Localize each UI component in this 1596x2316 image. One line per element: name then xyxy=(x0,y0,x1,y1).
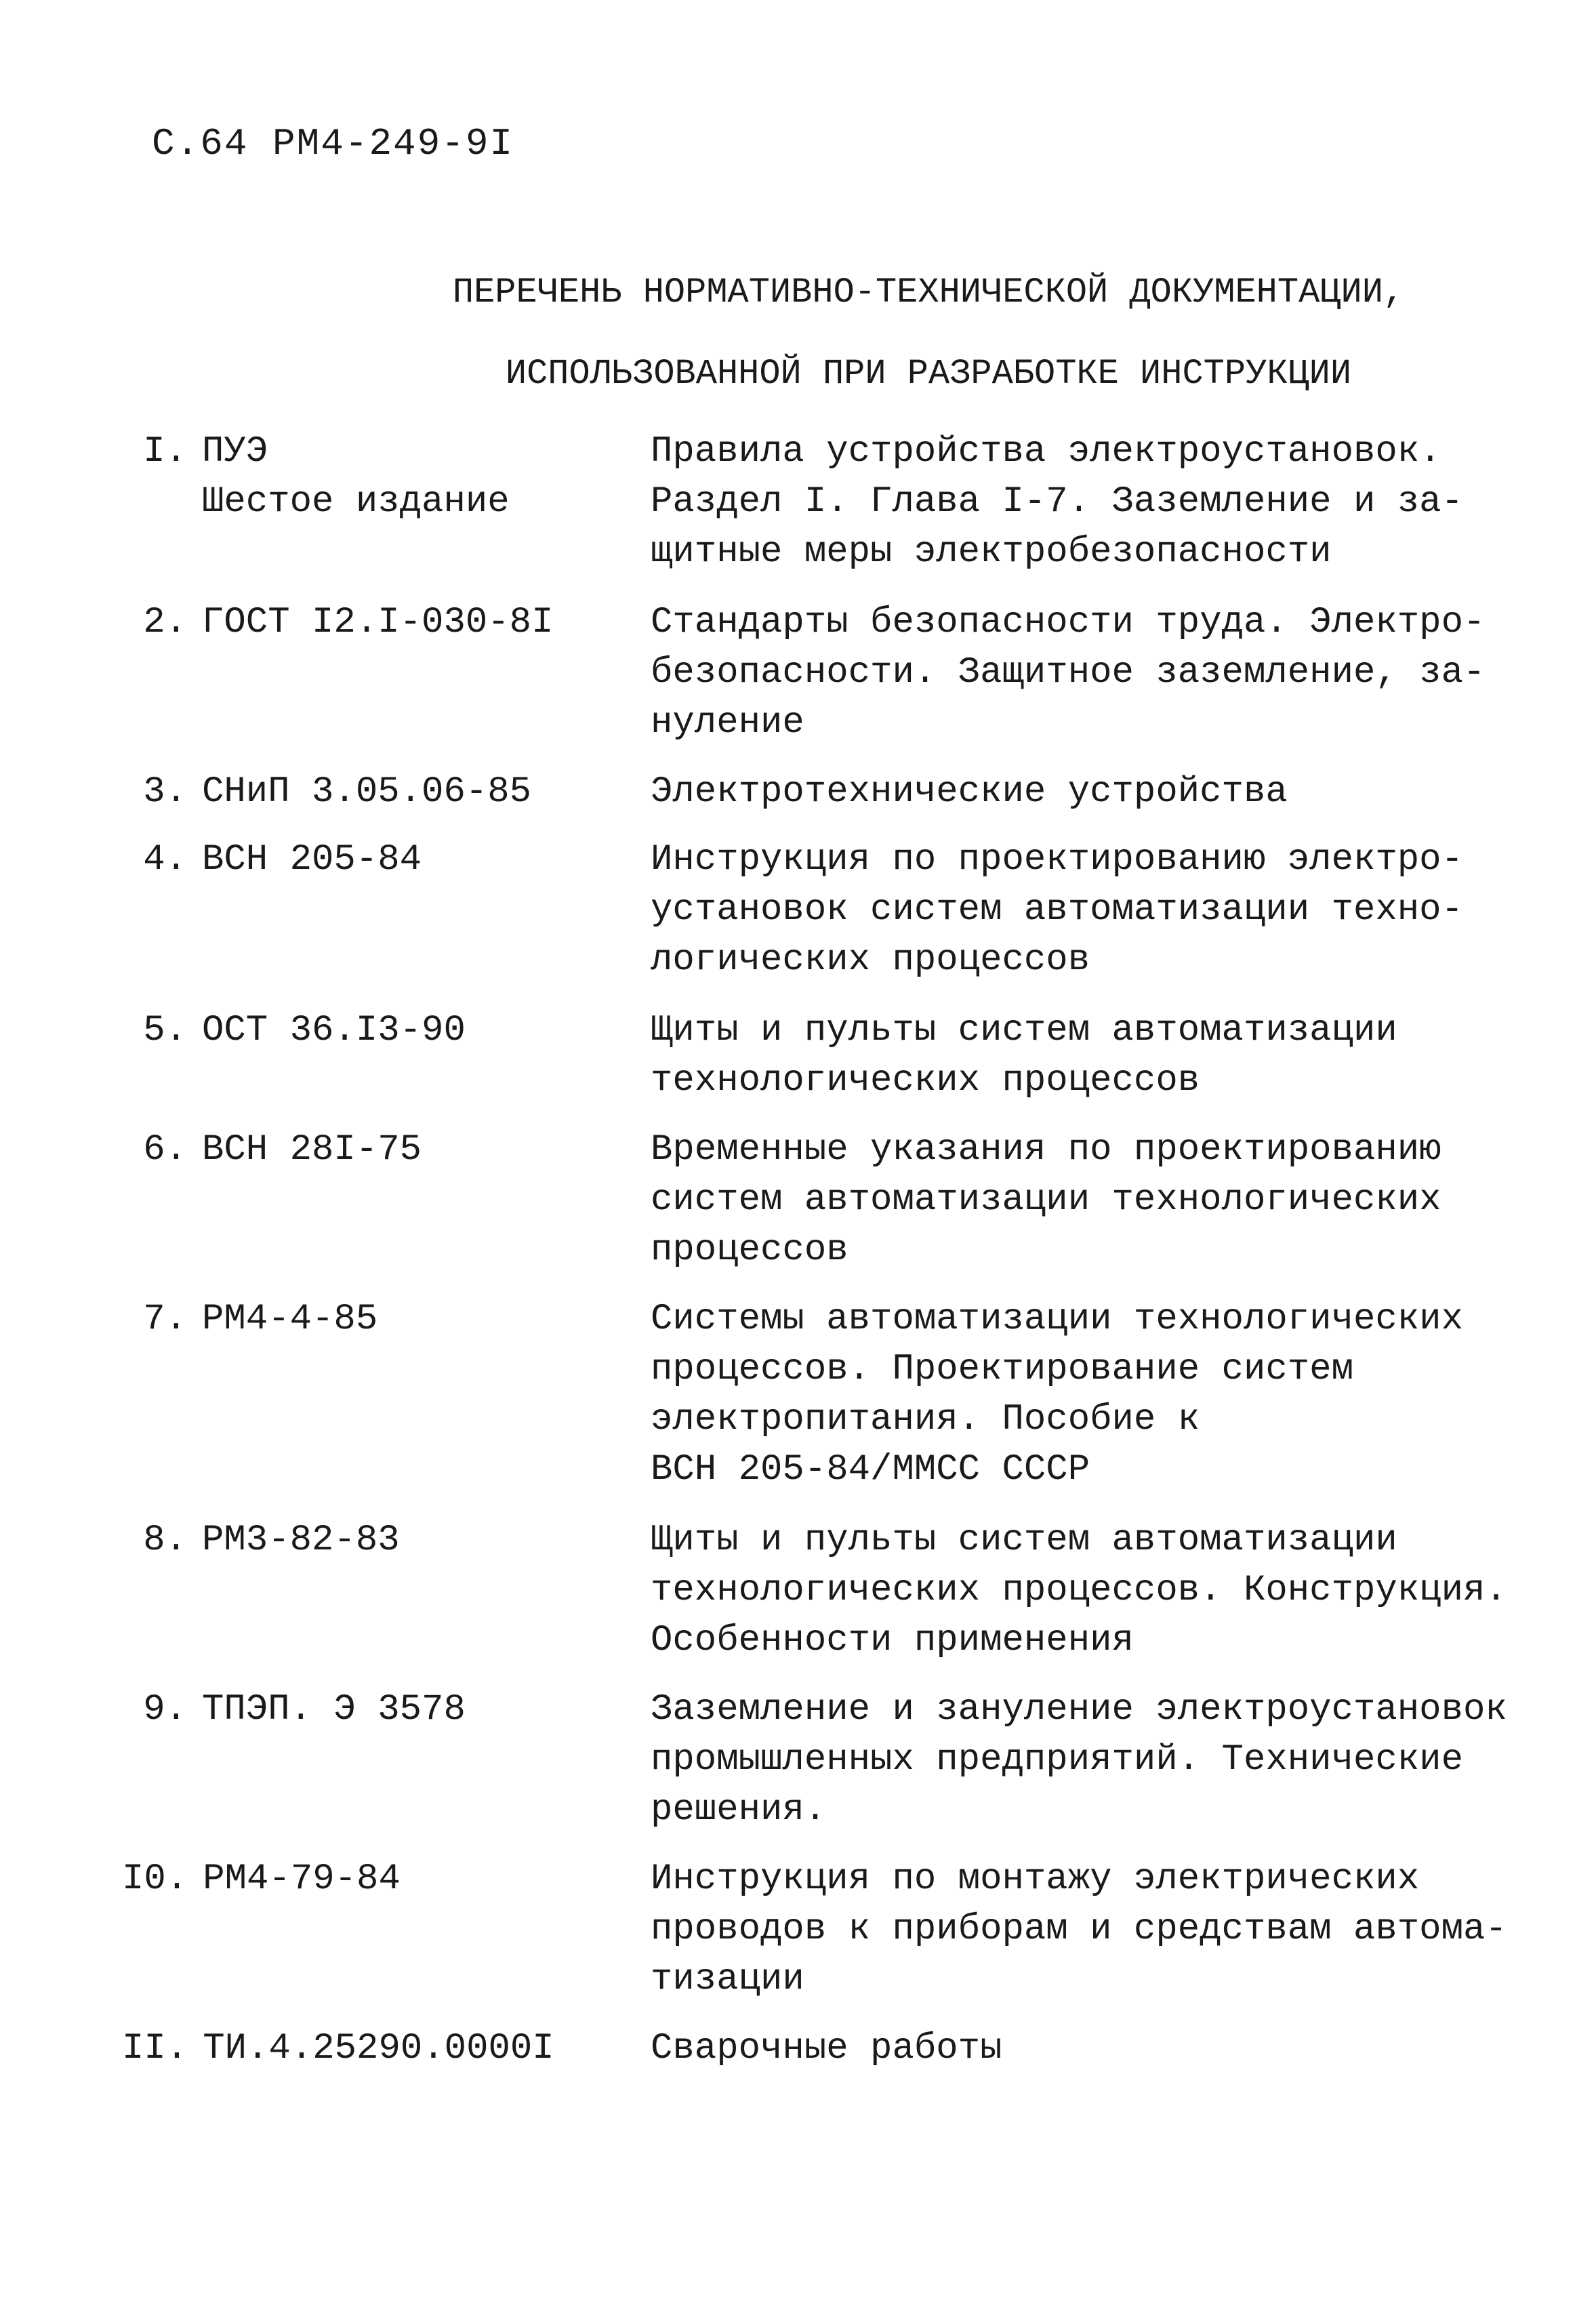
description-line: безопасности. Защитное заземление, за- xyxy=(651,652,1486,693)
item-code: СНиП 3.05.06-85 xyxy=(202,771,532,813)
description-line: технологических процессов. Конструкция. xyxy=(651,1570,1507,1611)
item-number: 4. xyxy=(143,839,187,880)
item-description xyxy=(651,835,1505,986)
item-code: ПУЭ xyxy=(202,431,268,472)
description-line: нуление xyxy=(651,702,804,744)
description-line: Электротехнические устройства xyxy=(651,771,1288,813)
item-description xyxy=(651,1006,1505,1106)
item-number: II. xyxy=(122,2028,188,2069)
item-description xyxy=(651,1854,1505,2005)
item-number: 2. xyxy=(143,602,187,643)
item-number: 6. xyxy=(143,1129,187,1171)
item-code: РМ4-79-84 xyxy=(203,1858,401,1900)
item-number: 9. xyxy=(143,1689,187,1730)
item-code: ВСН 205-84 xyxy=(202,839,422,880)
item-description xyxy=(651,2024,1505,2074)
item-description xyxy=(651,1516,1505,1666)
description-line: ВСН 205-84/ММСС СССР xyxy=(651,1449,1090,1490)
item-description xyxy=(651,427,1505,577)
description-line: Правила устройства электроустановок. xyxy=(651,431,1441,472)
item-description xyxy=(651,1295,1505,1495)
description-line: Раздел I. Глава I-7. Заземление и за- xyxy=(651,481,1463,523)
item-description xyxy=(651,1685,1505,1835)
description-line: Инструкция по проектированию электро- xyxy=(651,839,1463,880)
page-code: С.64 РМ4-249-9I xyxy=(152,122,514,165)
item-code-block xyxy=(122,835,637,885)
item-code: ОСТ 36.I3-90 xyxy=(202,1010,466,1051)
description-line: Системы автоматизации технологических xyxy=(651,1299,1463,1340)
description-line: Щиты и пульты систем автоматизации xyxy=(651,1010,1397,1051)
description-line: установок систем автоматизации техно- xyxy=(651,889,1463,931)
description-line: Особенности применения xyxy=(651,1620,1134,1661)
title-line-2: ИСПОЛЬЗОВАННОЙ ПРИ РАЗРАБОТКЕ ИНСТРУКЦИИ xyxy=(505,354,1352,394)
title-line-1: ПЕРЕЧЕНЬ НОРМАТИВНО-ТЕХНИЧЕСКОЙ ДОКУМЕНТАЦИИ, xyxy=(452,272,1405,312)
item-code-block xyxy=(122,767,637,817)
description-line: Временные указания по проектированию xyxy=(651,1129,1441,1171)
item-number: I0. xyxy=(122,1858,188,1900)
description-line: решения. xyxy=(651,1789,827,1831)
description-line: Сварочные работы xyxy=(651,2028,1002,2069)
item-code: ТПЭП. Э 3578 xyxy=(202,1689,466,1730)
item-code-block xyxy=(122,427,637,527)
item-number: 5. xyxy=(143,1010,187,1051)
description-line: Заземление и зануление электроустановок xyxy=(651,1689,1507,1730)
description-line: Стандарты безопасности труда. Электро- xyxy=(651,602,1486,643)
description-line: щитные меры электробезопасности xyxy=(651,531,1332,573)
item-description xyxy=(651,767,1505,817)
item-code-block xyxy=(122,1006,637,1056)
item-code-sub: Шестое издание xyxy=(202,481,510,523)
item-code-block xyxy=(122,1516,637,1566)
description-line: Щиты и пульты систем автоматизации xyxy=(651,1520,1397,1561)
description-line: проводов к приборам и средствам автома- xyxy=(651,1909,1507,1950)
description-line: Инструкция по монтажу электрических xyxy=(651,1858,1420,1900)
item-code-block xyxy=(122,1295,637,1345)
item-code-block xyxy=(122,1685,637,1735)
item-number: I. xyxy=(143,431,187,472)
description-line: электропитания. Пособие к xyxy=(651,1399,1200,1440)
item-code: РМ4-4-85 xyxy=(202,1299,378,1340)
description-line: систем автоматизации технологических xyxy=(651,1179,1441,1221)
item-code: ВСН 28I-75 xyxy=(202,1129,422,1171)
description-line: промышленных предприятий. Технические xyxy=(651,1739,1463,1781)
description-line: процессов xyxy=(651,1230,848,1271)
item-code: ТИ.4.25290.0000I xyxy=(203,2028,554,2069)
item-code-block xyxy=(122,598,637,648)
item-code: ГОСТ I2.I-030-8I xyxy=(202,602,554,643)
description-line: тизации xyxy=(651,1959,804,2000)
description-line: логических процессов xyxy=(651,939,1090,981)
item-code-block xyxy=(122,1125,637,1175)
item-number: 7. xyxy=(143,1299,187,1340)
item-description xyxy=(651,598,1505,748)
item-number: 8. xyxy=(143,1520,187,1561)
item-code-block xyxy=(122,1854,637,1905)
item-code-block xyxy=(122,2024,637,2074)
item-code: РМ3-82-83 xyxy=(202,1520,400,1561)
description-line: технологических процессов xyxy=(651,1060,1200,1101)
item-number: 3. xyxy=(143,771,187,813)
description-line: процессов. Проектирование систем xyxy=(651,1349,1353,1390)
item-description xyxy=(651,1125,1505,1276)
